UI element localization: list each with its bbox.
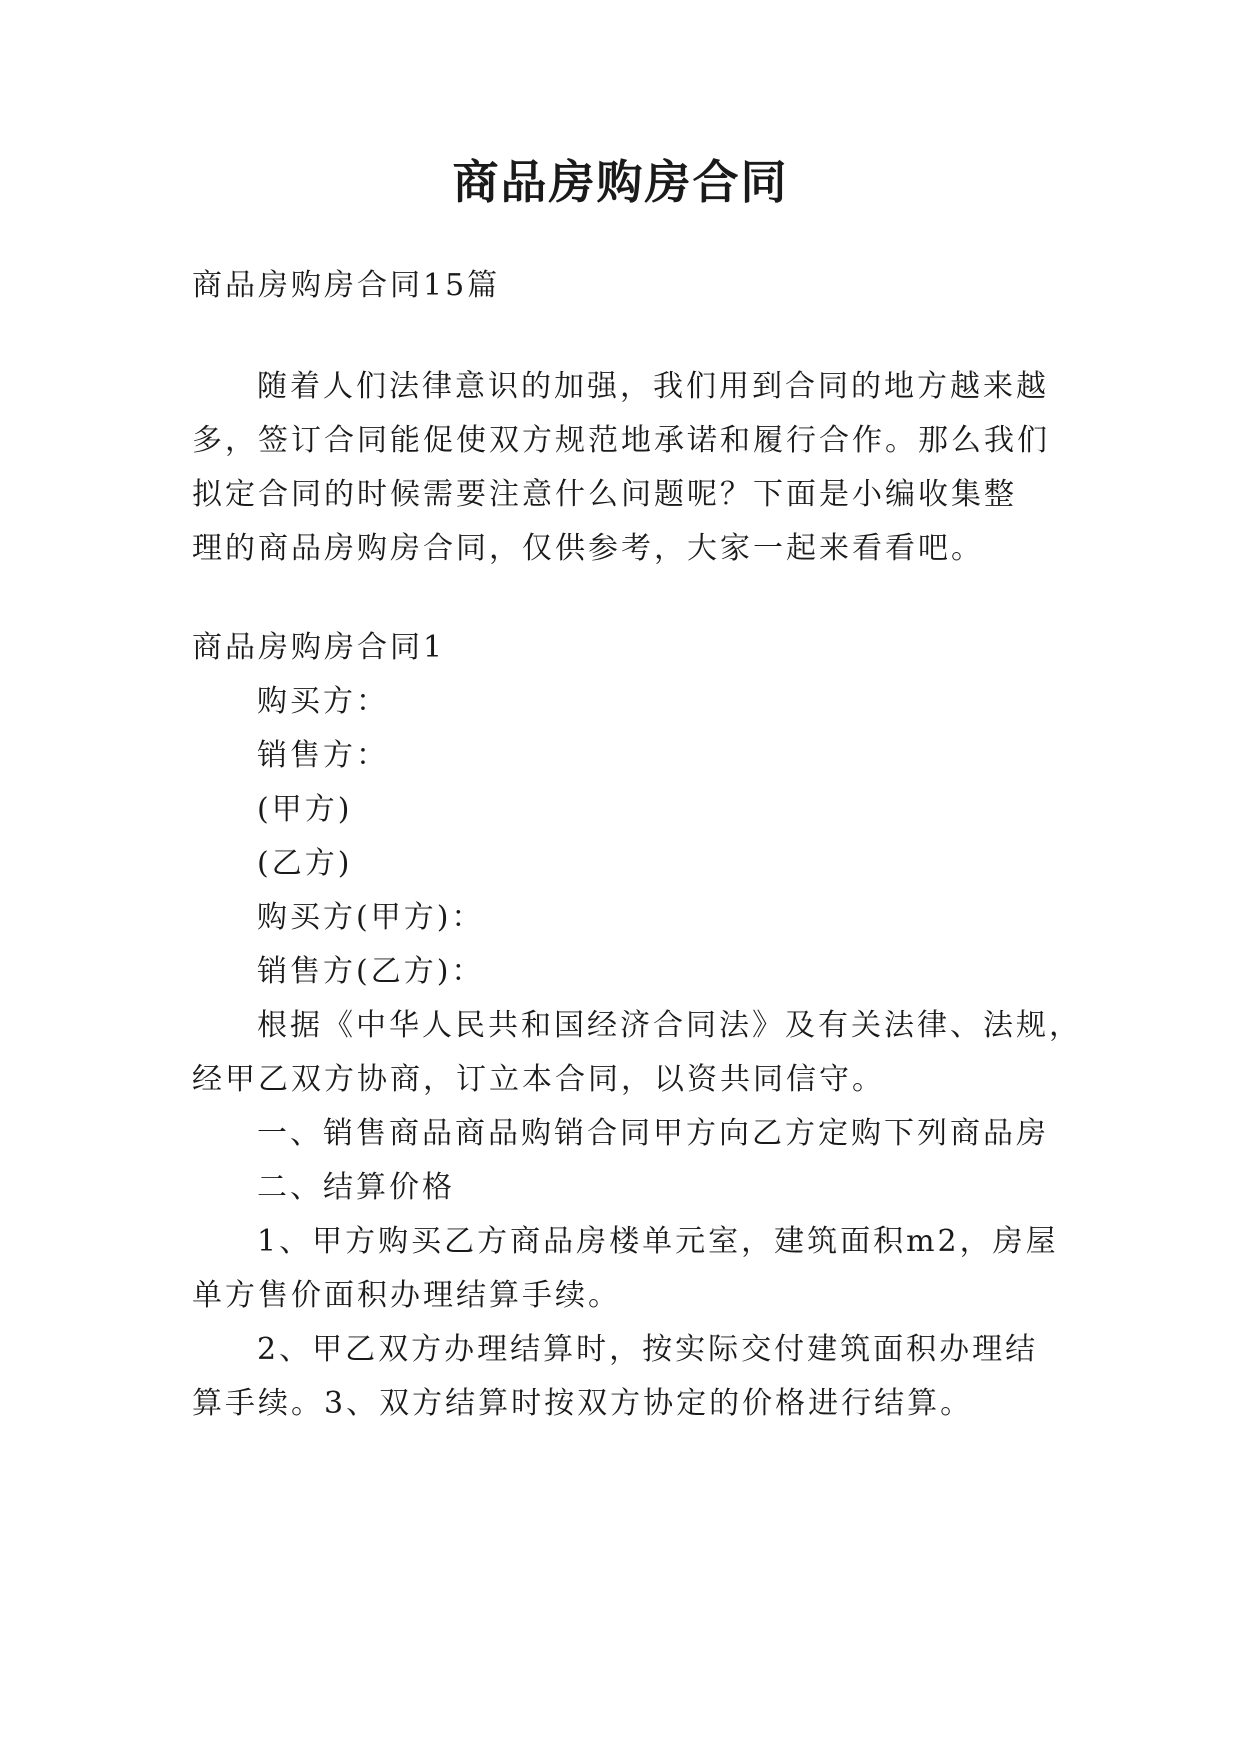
intro-line: 多，签订合同能促使双方规范地承诺和履行合作。那么我们: [192, 423, 1050, 458]
body-line: 算手续。3、双方结算时按双方协定的价格进行结算。: [192, 1386, 974, 1421]
section-heading: 商品房购房合同1: [192, 630, 446, 665]
body-line: 销售方：: [257, 738, 389, 773]
body-line: 购买方(甲方)：: [257, 900, 485, 935]
body-line: 购买方：: [257, 684, 389, 719]
body-line: 销售方(乙方)：: [257, 954, 485, 989]
intro-line: 理的商品房购房合同，仅供参考，大家一起来看看吧。: [192, 531, 984, 566]
body-line: 经甲乙双方协商，订立本合同，以资共同信守。: [192, 1062, 885, 1097]
body-line: 二、结算价格: [257, 1170, 455, 1205]
body-line: 单方售价面积办理结算手续。: [192, 1278, 621, 1313]
intro-line: 拟定合同的时候需要注意什么问题呢？下面是小编收集整: [192, 477, 1017, 512]
body-line: 1、甲方购买乙方商品房楼单元室，建筑面积m2，房屋: [257, 1224, 1059, 1259]
document-subtitle: 商品房购房合同15篇: [192, 268, 501, 303]
document-title: 商品房购房合同: [452, 155, 789, 209]
body-line: (乙方): [257, 846, 353, 881]
body-line: 一、销售商品商品购销合同甲方向乙方定购下列商品房: [257, 1116, 1049, 1151]
body-line: 2、甲乙双方办理结算时，按实际交付建筑面积办理结: [257, 1332, 1039, 1367]
body-line: (甲方): [257, 792, 353, 827]
body-line: 根据《中华人民共和国经济合同法》及有关法律、法规，: [257, 1008, 1082, 1043]
intro-line: 随着人们法律意识的加强，我们用到合同的地方越来越: [257, 369, 1049, 404]
